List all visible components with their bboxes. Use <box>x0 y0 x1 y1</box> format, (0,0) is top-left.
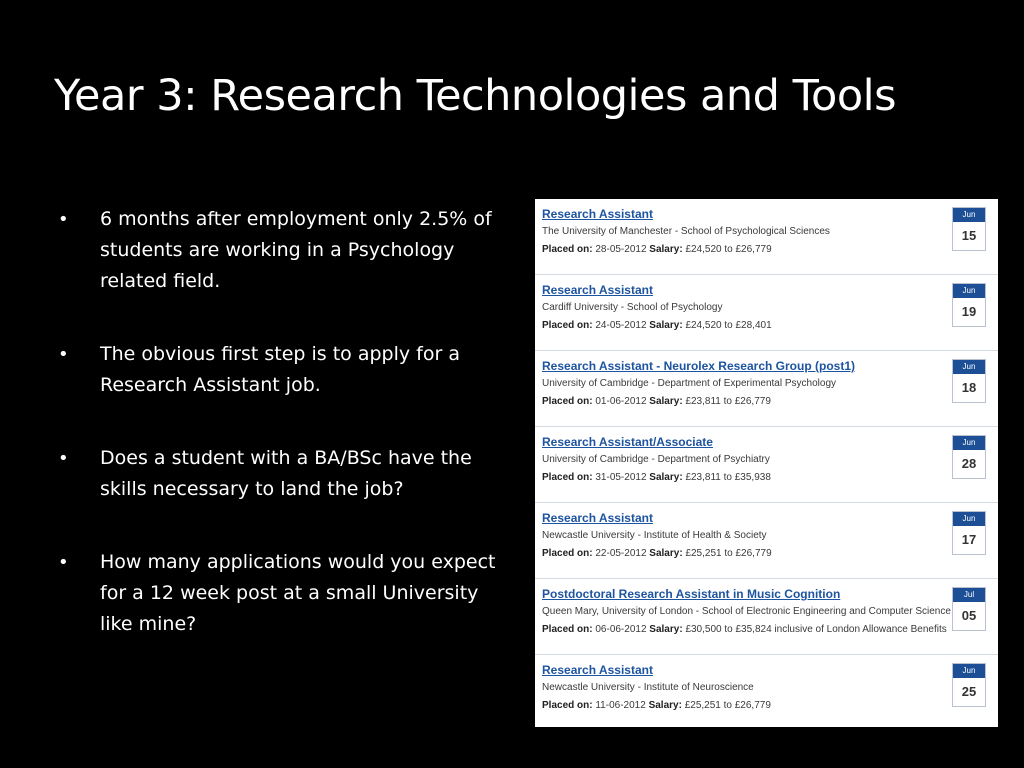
job-title-link[interactable]: Research Assistant - Neurolex Research Group (post1) <box>542 359 855 373</box>
job-title-link[interactable]: Research Assistant <box>542 663 653 677</box>
closing-day: 25 <box>961 684 977 699</box>
job-meta <box>542 548 772 559</box>
salary-label: Salary: <box>649 244 686 255</box>
job-title-link[interactable]: Research Assistant/Associate <box>542 435 713 449</box>
job-listing <box>535 275 998 351</box>
bullet-list <box>58 204 508 682</box>
placed-on-label: Placed on: <box>542 320 596 331</box>
closing-month: Jun <box>953 436 985 450</box>
job-listing <box>535 427 998 503</box>
placed-on-date: 22-05-2012 <box>595 548 650 559</box>
closing-day: 05 <box>961 608 977 623</box>
salary-label: Salary: <box>648 700 685 711</box>
slide-title: Year 3: Research Technologies and Tools <box>54 71 897 121</box>
salary-value: £30,500 to £35,824 inclusive of London Allowance Benefits <box>685 624 947 635</box>
job-employer: Cardiff University - School of Psychology <box>542 302 723 313</box>
salary-value: £25,251 to £26,779 <box>685 548 772 559</box>
closing-month: Jun <box>953 208 985 222</box>
placed-on-date: 06-06-2012 <box>595 624 650 635</box>
salary-label: Salary: <box>649 624 686 635</box>
job-meta <box>542 624 947 635</box>
closing-date-badge <box>952 511 986 555</box>
closing-day: 15 <box>961 228 977 243</box>
placed-on-label: Placed on: <box>542 396 596 407</box>
job-meta <box>542 320 772 331</box>
closing-date-badge <box>952 663 986 707</box>
job-listings-screenshot <box>535 199 998 727</box>
closing-day: 18 <box>961 380 977 395</box>
salary-value: £24,520 to £28,401 <box>685 320 772 331</box>
placed-on-label: Placed on: <box>542 700 596 711</box>
bullet-item: • The obvious first step is to apply for a Research Assistant job. <box>58 339 508 401</box>
bullet-item: • How many applications would you expect for a 12 week post at a small University like mine? <box>58 547 508 640</box>
job-title-link[interactable]: Research Assistant <box>542 511 653 525</box>
job-meta <box>542 244 772 255</box>
salary-label: Salary: <box>649 320 686 331</box>
closing-date-badge <box>952 359 986 403</box>
placed-on-date: 24-05-2012 <box>595 320 650 331</box>
job-employer: Queen Mary, University of London - School of Electronic Engineering and Computer Science <box>542 606 951 617</box>
job-listing <box>535 351 998 427</box>
job-employer: Newcastle University - Institute of Neuroscience <box>542 682 754 693</box>
placed-on-date: 01-06-2012 <box>595 396 650 407</box>
salary-value: £24,520 to £26,779 <box>685 244 772 255</box>
salary-value: £23,811 to £26,779 <box>685 396 771 407</box>
job-employer: University of Cambridge - Department of Psychiatry <box>542 454 770 465</box>
job-title-link[interactable]: Research Assistant <box>542 207 653 221</box>
bullet-item: • 6 months after employment only 2.5% of students are working in a Psychology related field. <box>58 204 508 297</box>
closing-month: Jun <box>953 512 985 526</box>
job-listing <box>535 199 998 275</box>
placed-on-date: 28-05-2012 <box>595 244 650 255</box>
closing-month: Jun <box>953 664 985 678</box>
salary-label: Salary: <box>649 396 686 407</box>
placed-on-date: 11-06-2012 <box>595 700 649 711</box>
job-title-link[interactable]: Research Assistant <box>542 283 653 297</box>
placed-on-label: Placed on: <box>542 472 596 483</box>
job-employer: The University of Manchester - School of Psychological Sciences <box>542 226 830 237</box>
job-employer: Newcastle University - Institute of Health & Society <box>542 530 767 541</box>
salary-label: Salary: <box>649 472 686 483</box>
placed-on-label: Placed on: <box>542 244 596 255</box>
job-listing <box>535 503 998 579</box>
bullet-item: • Does a student with a BA/BSc have the skills necessary to land the job? <box>58 443 508 505</box>
job-meta <box>542 472 771 483</box>
closing-month: Jun <box>953 284 985 298</box>
job-meta <box>542 396 771 407</box>
job-title-link[interactable]: Postdoctoral Research Assistant in Music Cognition <box>542 587 841 601</box>
salary-value: £23,811 to £35,938 <box>685 472 771 483</box>
closing-day: 28 <box>961 456 977 471</box>
job-listing <box>535 655 998 727</box>
job-meta <box>542 700 771 711</box>
closing-day: 17 <box>961 532 977 547</box>
salary-label: Salary: <box>649 548 686 559</box>
closing-date-badge <box>952 435 986 479</box>
job-listing <box>535 579 998 655</box>
job-employer: University of Cambridge - Department of Experimental Psychology <box>542 378 837 389</box>
closing-date-badge <box>952 587 986 631</box>
closing-date-badge <box>952 283 986 327</box>
closing-month: Jul <box>953 588 985 602</box>
closing-month: Jun <box>953 360 985 374</box>
placed-on-date: 31-05-2012 <box>595 472 650 483</box>
placed-on-label: Placed on: <box>542 624 596 635</box>
closing-day: 19 <box>961 304 977 319</box>
placed-on-label: Placed on: <box>542 548 596 559</box>
closing-date-badge <box>952 207 986 251</box>
salary-value: £25,251 to £26,779 <box>684 700 771 711</box>
